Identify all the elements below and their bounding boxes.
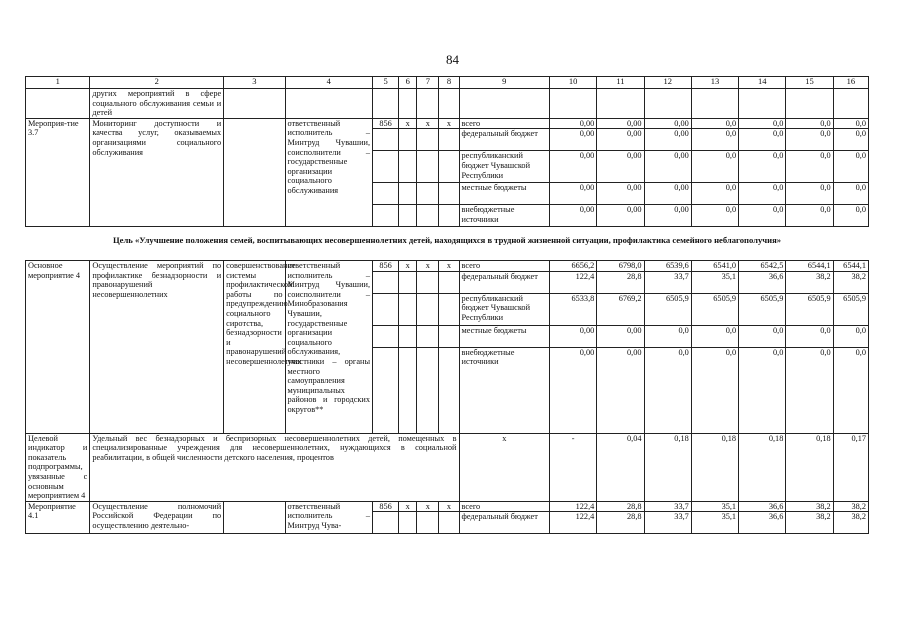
funding-value: 0,00 [550, 205, 597, 227]
funding-value: 0,0 [691, 129, 738, 151]
funding-row [26, 260, 869, 271]
code-cell [439, 205, 459, 227]
code-cell [417, 347, 439, 433]
target-indicator-row [26, 433, 869, 501]
code-cell [373, 271, 399, 293]
code-cell [417, 271, 439, 293]
funding-source: местные бюджеты [459, 325, 550, 347]
funding-source: федеральный бюджет [459, 512, 550, 534]
funding-value: 0,0 [786, 183, 833, 205]
code-cell [439, 183, 459, 205]
funding-value: 6505,9 [833, 293, 868, 325]
code-cell [399, 293, 417, 325]
funding-value: 38,2 [833, 271, 868, 293]
funding-value: 33,7 [644, 501, 691, 512]
funding-value: 0,00 [597, 325, 644, 347]
funding-value: 0,0 [833, 205, 868, 227]
funding-value: 35,1 [691, 501, 738, 512]
funding-value: 6541,0 [691, 260, 738, 271]
funding-row [26, 501, 869, 512]
funding-value: 6544,1 [786, 260, 833, 271]
funding-value: 0,0 [833, 325, 868, 347]
funding-value: 38,2 [833, 512, 868, 534]
code-cell [399, 271, 417, 293]
funding-value: 0,0 [786, 347, 833, 433]
target-value: 0,18 [739, 433, 786, 501]
code-cell [399, 151, 417, 183]
funding-value: 122,4 [550, 501, 597, 512]
code-cell [399, 129, 417, 151]
expected-result: совершенствование системы профилактической работы по предупреждению социального сиротства, безнадзорности и правонарушений несовершеннолетних [224, 260, 285, 433]
executors: ответственный исполнитель – Минтруд Чува- [285, 501, 373, 534]
executors: ответственный исполнитель – Минтруд Чувашии, соисполнители – государственные организации социального обслуживания [285, 118, 373, 227]
funding-source: всего [459, 260, 550, 271]
funding-value: 0,0 [786, 151, 833, 183]
code-cell [417, 129, 439, 151]
code-cell [417, 151, 439, 183]
funding-value: 0,00 [644, 118, 691, 129]
funding-value: 0,0 [786, 205, 833, 227]
continuation-row [26, 89, 869, 119]
funding-value: 36,6 [739, 271, 786, 293]
target-value: 0,18 [691, 433, 738, 501]
code-cell [439, 293, 459, 325]
code-cell [373, 129, 399, 151]
funding-value: 6544,1 [833, 260, 868, 271]
funding-value: 0,00 [644, 151, 691, 183]
code-cell [439, 347, 459, 433]
code-cell [399, 512, 417, 534]
funding-value: 28,8 [597, 501, 644, 512]
header-cell: 2 [90, 77, 224, 89]
header-cell: 6 [399, 77, 417, 89]
funding-source: федеральный бюджет [459, 129, 550, 151]
funding-value: 6769,2 [597, 293, 644, 325]
funding-source: всего [459, 501, 550, 512]
code-cell [373, 347, 399, 433]
funding-value: 0,00 [550, 325, 597, 347]
funding-value: 28,8 [597, 512, 644, 534]
funding-value: 0,00 [597, 129, 644, 151]
measure-3-7-block [26, 118, 869, 227]
funding-value: 0,0 [739, 129, 786, 151]
funding-value: 0,0 [739, 183, 786, 205]
code-cell [399, 325, 417, 347]
funding-value: 0,0 [739, 205, 786, 227]
funding-value: 0,0 [691, 205, 738, 227]
target-value: 0,17 [833, 433, 868, 501]
funding-value: 6505,9 [786, 293, 833, 325]
code-cell: 856 [373, 260, 399, 271]
page-number: 84 [446, 52, 459, 67]
funding-value: 0,00 [644, 183, 691, 205]
funding-value: 0,0 [833, 183, 868, 205]
funding-source: внебюджетные источники [459, 205, 550, 227]
funding-source: республиканский бюджет Чувашской Республики [459, 151, 550, 183]
funding-value: 6542,5 [739, 260, 786, 271]
measure-label: Мероприятие 4.1 [26, 501, 90, 534]
funding-value: 6539,6 [644, 260, 691, 271]
funding-value: 6533,8 [550, 293, 597, 325]
header-cell: 10 [550, 77, 597, 89]
code-cell [373, 183, 399, 205]
target-value: - [550, 433, 597, 501]
funding-value: 0,0 [691, 151, 738, 183]
funding-value: 0,00 [550, 129, 597, 151]
code-cell [417, 293, 439, 325]
code-cell [373, 325, 399, 347]
funding-value: 6505,9 [739, 293, 786, 325]
code-cell [417, 205, 439, 227]
funding-value: 0,0 [739, 151, 786, 183]
funding-value: 38,2 [833, 501, 868, 512]
header-cell: 12 [644, 77, 691, 89]
header-cell: 9 [459, 77, 550, 89]
code-cell: x [439, 501, 459, 512]
measure-label: Основное мероприятие 4 [26, 260, 90, 433]
goal-row [26, 227, 869, 261]
code-cell [373, 151, 399, 183]
funding-row [26, 118, 869, 129]
code-cell: 856 [373, 118, 399, 129]
code-cell: x [417, 501, 439, 512]
funding-value: 35,1 [691, 271, 738, 293]
header-cell: 5 [373, 77, 399, 89]
target-value: 0,04 [597, 433, 644, 501]
code-cell [439, 271, 459, 293]
code-cell [399, 205, 417, 227]
funding-value: 0,00 [597, 347, 644, 433]
funding-value: 0,0 [691, 347, 738, 433]
funding-source: республиканский бюджет Чувашской Республики [459, 293, 550, 325]
funding-source: местные бюджеты [459, 183, 550, 205]
funding-value: 6505,9 [691, 293, 738, 325]
target-value: 0,18 [644, 433, 691, 501]
measure-4-1-block [26, 501, 869, 534]
funding-source: внебюджетные источники [459, 347, 550, 433]
code-cell [439, 325, 459, 347]
funding-value: 0,0 [833, 118, 868, 129]
code-cell [417, 512, 439, 534]
funding-value: 0,00 [597, 151, 644, 183]
code-cell: x [439, 260, 459, 271]
funding-value: 122,4 [550, 512, 597, 534]
funding-value: 0,0 [833, 151, 868, 183]
funding-value: 0,00 [550, 347, 597, 433]
measure-description: Осуществление мероприятий по профилактике безнадзорности и правонарушений несовершеннолетних [90, 260, 224, 433]
funding-value: 0,00 [550, 183, 597, 205]
header-cell: 7 [417, 77, 439, 89]
target-label: Целевой индикатор и показатель подпрограммы, увязанные с основным мероприятием 4 [26, 433, 90, 501]
code-cell: 856 [373, 501, 399, 512]
code-cell [417, 183, 439, 205]
code-cell [399, 347, 417, 433]
funding-value: 0,0 [739, 347, 786, 433]
code-cell [373, 512, 399, 534]
funding-value: 0,0 [739, 118, 786, 129]
header-row [26, 77, 869, 89]
header-cell: 8 [439, 77, 459, 89]
funding-value: 0,0 [833, 129, 868, 151]
funding-value: 122,4 [550, 271, 597, 293]
code-cell [417, 325, 439, 347]
funding-value: 0,00 [597, 118, 644, 129]
measure-label: Мероприя-тие 3.7 [26, 118, 90, 227]
executors: ответственный исполнитель – Минтруд Чувашии, соисполнители – Минобразования Чувашии, государственные организации социального обслуживания, участники – органы местного самоуправления муниципальных районов и городских округов** [285, 260, 373, 433]
funding-value: 0,0 [644, 325, 691, 347]
code-cell: x [399, 501, 417, 512]
funding-value: 0,0 [739, 325, 786, 347]
funding-value: 28,8 [597, 271, 644, 293]
funding-value: 0,00 [644, 129, 691, 151]
target-mark: x [459, 433, 550, 501]
program-table [25, 76, 869, 534]
funding-value: 36,6 [739, 512, 786, 534]
funding-value: 0,0 [691, 325, 738, 347]
funding-value: 0,0 [833, 347, 868, 433]
funding-value: 6505,9 [644, 293, 691, 325]
cont-text: других мероприятий в сфере социального обслуживания семьи и детей [90, 89, 224, 119]
header-cell: 4 [285, 77, 373, 89]
code-cell [439, 129, 459, 151]
main-measure-4-block [26, 260, 869, 433]
funding-value: 38,2 [786, 512, 833, 534]
measure-description: Осуществление полномочий Российской Федерации по осуществлению деятельно- [90, 501, 224, 534]
funding-value: 0,0 [786, 325, 833, 347]
funding-value: 0,00 [597, 183, 644, 205]
funding-value: 38,2 [786, 271, 833, 293]
funding-value: 0,0 [786, 118, 833, 129]
code-cell: x [417, 118, 439, 129]
header-cell: 11 [597, 77, 644, 89]
measure-description: Мониторинг доступности и качества услуг, оказываемых организациями социального обслуживания [90, 118, 224, 227]
funding-value: 0,0 [644, 347, 691, 433]
empty-cell [224, 118, 285, 227]
code-cell [399, 183, 417, 205]
funding-value: 36,6 [739, 501, 786, 512]
header-cell: 14 [739, 77, 786, 89]
funding-value: 0,00 [597, 205, 644, 227]
code-cell [439, 512, 459, 534]
funding-value: 6656,2 [550, 260, 597, 271]
funding-value: 33,7 [644, 271, 691, 293]
header-cell: 13 [691, 77, 738, 89]
funding-value: 0,0 [691, 118, 738, 129]
header-cell: 3 [224, 77, 285, 89]
code-cell [373, 205, 399, 227]
funding-value: 6798,0 [597, 260, 644, 271]
goal-text: Цель «Улучшение положения семей, воспитывающих несовершеннолетних детей, находящихся в трудной жизненной ситуации, профилактика семейного неблагополучия» [26, 227, 869, 261]
funding-value: 0,0 [691, 183, 738, 205]
empty-cell [224, 501, 285, 534]
funding-value: 0,00 [644, 205, 691, 227]
target-value: 0,18 [786, 433, 833, 501]
header-cell: 1 [26, 77, 90, 89]
funding-value: 0,00 [550, 151, 597, 183]
funding-value: 38,2 [786, 501, 833, 512]
code-cell: x [417, 260, 439, 271]
funding-value: 0,00 [550, 118, 597, 129]
header-cell: 15 [786, 77, 833, 89]
funding-source: всего [459, 118, 550, 129]
funding-source: федеральный бюджет [459, 271, 550, 293]
code-cell: x [399, 118, 417, 129]
funding-value: 0,0 [786, 129, 833, 151]
funding-value: 33,7 [644, 512, 691, 534]
code-cell [439, 151, 459, 183]
header-cell: 16 [833, 77, 868, 89]
funding-value: 35,1 [691, 512, 738, 534]
code-cell: x [439, 118, 459, 129]
code-cell: x [399, 260, 417, 271]
code-cell [373, 293, 399, 325]
target-desc: Удельный вес безнадзорных и беспризорных несовершеннолетних детей, помещенных в специализированные учреждения для несовершеннолетних, нуждающихся в социальной реабилитации, в общей численности детского населения, процентов [90, 433, 459, 501]
